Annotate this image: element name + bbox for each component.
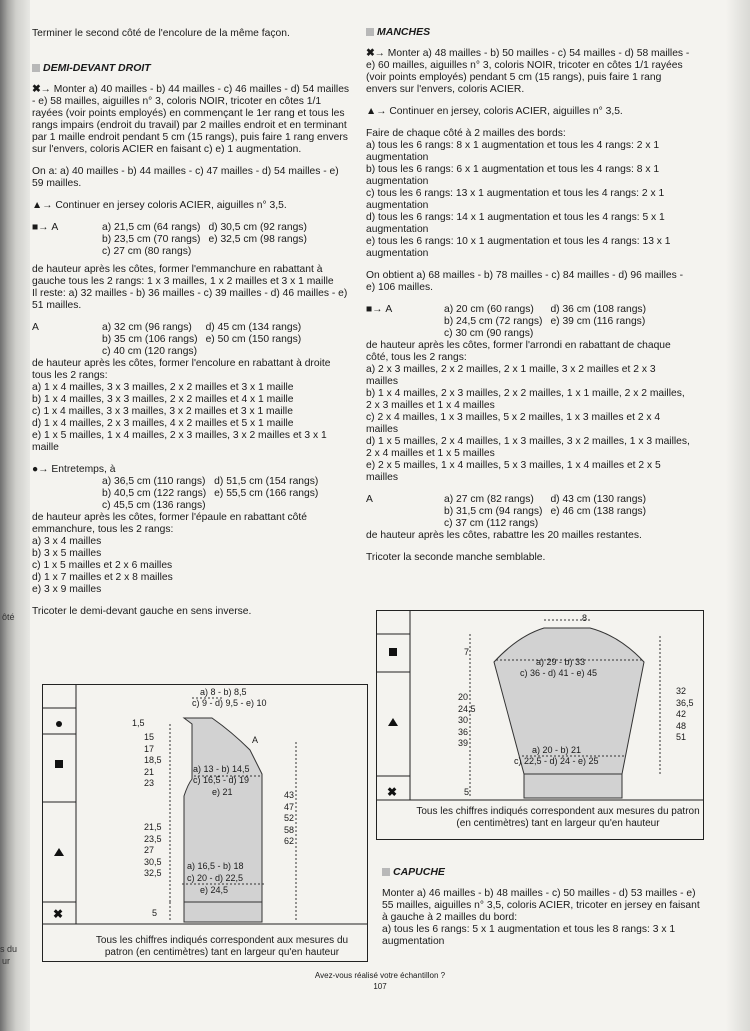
list-item: a) 2 x 3 mailles, 2 x 2 mailles, 2 x 1 maille, 3 x 2 mailles et 2 x 3 mailles bbox=[366, 364, 656, 387]
triangle-arrow-icon: ▲→ bbox=[32, 200, 56, 211]
measurement-block-a: ■→ A a) 20 cm (60 rangs) d) 36 cm (108 rangs) b) 24,5 cm (72 rangs) e) 39 cm (116 rangs) c) 30 cm (90 rangs) bbox=[366, 304, 647, 339]
sleeve-label: c) 22,5 - d) 24 - e) 25 bbox=[514, 756, 599, 766]
sleeve-label: 5 bbox=[464, 787, 470, 797]
capuche-text: Monter a) 46 mailles - b) 48 mailles - c) 50 mailles - d) 53 mailles - e) 55 mailles, aiguilles n° 3,5, coloris ACIER, tricoter en jersey en faisant à gauche à 2 mailles du bord: bbox=[382, 888, 700, 923]
section-square-icon bbox=[382, 868, 390, 876]
sleeve-caption: Tous les chiffres indiqués correspondent aux mesures du patron (en centimètres) tant en largeur qu'en hauteur bbox=[416, 806, 700, 829]
measure-row: d) 30,5 cm (92 rangs) bbox=[208, 222, 307, 233]
measure-row: c) 27 cm (80 rangs) bbox=[102, 246, 192, 257]
square-icon bbox=[389, 648, 397, 656]
front-label: 15 17 18,5 21 23 bbox=[144, 732, 162, 788]
front-label: A bbox=[252, 735, 259, 745]
inverse-text: Tricoter le demi-devant gauche en sens inverse. bbox=[32, 606, 252, 617]
triangle-icon bbox=[54, 848, 64, 856]
measure-row: a) 27 cm (82 rangs) bbox=[444, 494, 534, 505]
measure-row: e) 32,5 cm (98 rangs) bbox=[208, 234, 307, 245]
front-label: e) 21 bbox=[212, 787, 233, 797]
measure-row: c) 45,5 cm (136 rangs) bbox=[102, 500, 206, 511]
measure-row: c) 30 cm (90 rangs) bbox=[444, 328, 534, 339]
epaule-text: de hauteur après les côtes, former l'épaule en rabattant côté emmanchure, tous les 2 rangs: bbox=[32, 512, 307, 535]
front-caption: Tous les chiffres indiqués correspondent aux mesures du patron (en centimètres) tant en largeur qu'en hauteur bbox=[95, 935, 349, 958]
list-item: c) tous les 6 rangs: 13 x 1 augmentation et tous les 4 rangs: 2 x 1 augmentation bbox=[366, 188, 665, 211]
book-spine-shadow bbox=[0, 0, 30, 1031]
front-label: 5 bbox=[152, 908, 158, 918]
front-label: 21,5 23,5 27 30,5 32,5 bbox=[144, 822, 162, 878]
measure-row: a) 36,5 cm (110 rangs) bbox=[102, 476, 206, 487]
measure-row: d) 43 cm (130 rangs) bbox=[550, 494, 647, 505]
list-item: b) 1 x 4 mailles, 3 x 3 mailles, 2 x 2 mailles et 4 x 1 maille bbox=[32, 394, 294, 405]
list-item: e) tous les 6 rangs: 10 x 1 augmentation et tous les 4 rangs: 13 x 1 augmentation bbox=[366, 236, 671, 259]
emmanchure-text: de hauteur après les côtes, former l'emmanchure en rabattant à gauche tous les 2 rangs: 1 x 3 mailles, 1 x 2 mailles et 3 x 1 maille bbox=[32, 264, 334, 287]
list-item: a) 3 x 4 mailles bbox=[32, 536, 102, 547]
square-arrow-icon: ■→ bbox=[32, 222, 52, 233]
list-item: c) 1 x 4 mailles, 3 x 3 mailles, 3 x 2 mailles et 3 x 1 maille bbox=[32, 406, 293, 417]
list-item: d) tous les 6 rangs: 14 x 1 augmentation et tous les 4 rangs: 5 x 1 augmentation bbox=[366, 212, 665, 235]
sleeve-label: 8 bbox=[582, 613, 588, 623]
measure-row: b) 40,5 cm (122 rangs) bbox=[102, 488, 207, 499]
square-arrow-icon: ■→ bbox=[366, 304, 386, 315]
list-item: a) 1 x 4 mailles, 3 x 3 mailles, 2 x 2 mailles et 3 x 1 maille bbox=[32, 382, 294, 393]
list-item: d) 1 x 7 mailles et 2 x 8 mailles bbox=[32, 572, 173, 583]
dot-arrow-icon: ●→ bbox=[32, 464, 52, 475]
section-square-icon bbox=[32, 64, 40, 72]
page-number: 107 bbox=[373, 982, 387, 991]
margin-fragment: ur bbox=[2, 956, 11, 966]
right-column bbox=[366, 26, 690, 564]
measure-row: b) 31,5 cm (94 rangs) bbox=[444, 506, 543, 517]
measure-row: a) 21,5 cm (64 rangs) bbox=[102, 222, 201, 233]
list-item: b) 3 x 5 mailles bbox=[32, 548, 102, 559]
sleeve-label: 20 24,5 30 36 39 bbox=[458, 692, 476, 748]
measure-row: a) 32 cm (96 rangs) bbox=[102, 322, 192, 333]
measurement-block-b: A a) 32 cm (96 rangs) d) 45 cm (134 rangs) b) 35 cm (106 rangs) e) 50 cm (150 rangs) c) 40 cm (120 rangs) bbox=[32, 322, 302, 357]
arrondi-text: de hauteur après les côtes, former l'arrondi en rabattant de chaque côté, tous les 2 rangs: bbox=[366, 340, 671, 363]
montage-text: ✖→ Monter a) 40 mailles - b) 44 mailles - c) 46 mailles - d) 54 mailles - e) 58 mailles, aiguilles n° 3, coloris NOIR, tricoter en côtes 1/1 rayées (voir points employés) en commençant le 1er rang et tous les rangs impairs (endroit du travail) par 2 mailles endroit et en terminant par 1 maille endroit pendant 5 cm (15 rangs), puis faire 1 rang envers sur l'envers, coloris ACIER en faisant c) e) 1 augmentation. bbox=[32, 84, 350, 155]
section-square-icon bbox=[366, 28, 374, 36]
square-icon bbox=[55, 760, 63, 768]
continuer-text: ▲→ Continuer en jersey coloris ACIER, aiguilles n° 3,5. bbox=[32, 200, 287, 211]
cross-arrow-icon: ✖→ bbox=[32, 84, 54, 95]
measure-row: e) 50 cm (150 rangs) bbox=[205, 334, 302, 345]
on-a-text: On a: a) 40 mailles - b) 44 mailles - c) 47 mailles - d) 54 mailles - e) 59 mailles. bbox=[32, 166, 339, 189]
measure-row: a) 20 cm (60 rangs) bbox=[444, 304, 534, 315]
cross-icon: ✖ bbox=[387, 785, 398, 799]
measure-row: c) 40 cm (120 rangs) bbox=[102, 346, 197, 357]
front-label: a) 8 - b) 8,5 bbox=[200, 687, 247, 697]
front-label: c) 20 - d) 22,5 bbox=[187, 873, 244, 883]
measure-row: e) 55,5 cm (166 rangs) bbox=[214, 488, 319, 499]
sleeve-rib bbox=[524, 774, 622, 798]
measurement-block-b: A a) 27 cm (82 rangs) d) 43 cm (130 rangs) b) 31,5 cm (94 rangs) e) 46 cm (138 rangs) c) 37 cm (112 rangs) bbox=[366, 494, 647, 529]
cross-icon: ✖ bbox=[53, 907, 64, 921]
sleeve-label: a) 29 - b) 33 bbox=[536, 657, 586, 667]
rabattre-text: de hauteur après les côtes, rabattre les 20 mailles restantes. bbox=[366, 530, 642, 541]
measure-row: b) 23,5 cm (70 rangs) bbox=[102, 234, 201, 245]
cross-arrow-icon: ✖→ bbox=[366, 48, 388, 59]
list-item: a) tous les 6 rangs: 8 x 1 augmentation et tous les 4 rangs: 2 x 1 augmentation bbox=[366, 140, 660, 163]
front-label: c) 9 - d) 9,5 - e) 10 bbox=[192, 698, 267, 708]
list-item: c) 2 x 4 mailles, 1 x 3 mailles, 5 x 2 mailles, 1 x 3 mailles et 2 x 4 mailles bbox=[366, 412, 661, 435]
montage-text: ✖→ Monter a) 48 mailles - b) 50 mailles - c) 54 mailles - d) 58 mailles - e) 60 mailles, aiguilles n° 3, coloris NOIR, tricoter en côtes 1/1 rayées (voir points employés) pendant 5 cm (15 rangs), puis faire 1 rang envers sur l'envers, coloris ACIER. bbox=[366, 48, 690, 95]
left-column bbox=[32, 28, 350, 618]
section-title-demi-devant: DEMI-DEVANT DROIT bbox=[32, 62, 350, 74]
seconde-text: Tricoter la seconde manche semblable. bbox=[366, 552, 546, 563]
sleeve-label: a) 20 - b) 21 bbox=[532, 745, 582, 755]
list-item: e) 2 x 5 mailles, 1 x 4 mailles, 5 x 3 mailles, 1 x 4 mailles et 2 x 5 mailles bbox=[366, 460, 661, 483]
sleeve-label: 32 36,5 42 48 51 bbox=[676, 686, 694, 742]
measure-row: d) 51,5 cm (154 rangs) bbox=[214, 476, 319, 487]
margin-fragment: s du bbox=[0, 944, 18, 954]
intro-text: Terminer le second côté de l'encolure de la même façon. bbox=[32, 28, 290, 39]
triangle-icon bbox=[388, 718, 398, 726]
front-diagram bbox=[42, 684, 368, 962]
measurement-block-c bbox=[32, 476, 350, 512]
front-label: c) 16,5 - d) 19 bbox=[193, 775, 250, 785]
list-item: e) 3 x 9 mailles bbox=[32, 584, 102, 595]
front-label: e) 24,5 bbox=[200, 885, 229, 895]
section-title-manches: MANCHES bbox=[366, 26, 690, 38]
list-item: d) 1 x 5 mailles, 2 x 4 mailles, 1 x 3 mailles, 3 x 2 mailles, 1 x 3 mailles, 2 x 4 mailles et 1 x 5 mailles bbox=[366, 436, 690, 459]
triangle-arrow-icon: ▲→ bbox=[366, 106, 390, 117]
measure-row: e) 46 cm (138 rangs) bbox=[550, 506, 647, 517]
measure-row: e) 39 cm (116 rangs) bbox=[550, 316, 646, 327]
measure-row: b) 35 cm (106 rangs) bbox=[102, 334, 198, 345]
sleeve-label: 7 bbox=[464, 647, 470, 657]
obtient-text: On obtient a) 68 mailles - b) 78 mailles - c) 84 mailles - d) 96 mailles - e) 106 mailles. bbox=[366, 270, 684, 293]
measure-row: c) 37 cm (112 rangs) bbox=[444, 518, 539, 529]
front-label: a) 16,5 - b) 18 bbox=[187, 861, 244, 871]
encolure-text: de hauteur après les côtes, former l'encolure en rabattant à droite tous les 2 rangs: bbox=[32, 358, 331, 381]
measure-row: d) 36 cm (108 rangs) bbox=[550, 304, 647, 315]
capuche-section bbox=[382, 866, 706, 948]
measurement-block-a: ■→ A a) 21,5 cm (64 rangs) d) 30,5 cm (92 rangs) b) 23,5 cm (70 rangs) e) 32,5 cm (98 rangs) c) 27 cm (80 rangs) bbox=[32, 222, 307, 257]
reste-text: Il reste: a) 32 mailles - b) 36 mailles - c) 39 mailles - d) 46 mailles - e) 51 mailles. bbox=[32, 288, 348, 311]
entretemps-text: ●→ Entretemps, à bbox=[32, 464, 116, 475]
measure-row: b) 24,5 cm (72 rangs) bbox=[444, 316, 543, 327]
page-edge bbox=[726, 0, 750, 1031]
measure-row: d) 45 cm (134 rangs) bbox=[205, 322, 302, 333]
sleeve-label: c) 36 - d) 41 - e) 45 bbox=[520, 668, 598, 678]
list-item: d) 1 x 4 mailles, 2 x 3 mailles, 4 x 2 mailles et 5 x 1 maille bbox=[32, 418, 294, 429]
front-label: 1,5 bbox=[132, 718, 145, 728]
margin-fragment: ôté bbox=[2, 612, 15, 622]
capuche-line: a) tous les 6 rangs: 5 x 1 augmentation et tous les 8 rangs: 3 x 1 augmentation bbox=[382, 924, 676, 947]
list-item: b) tous les 6 rangs: 6 x 1 augmentation et tous les 4 rangs: 8 x 1 augmentation bbox=[366, 164, 660, 187]
section-title-capuche: CAPUCHE bbox=[382, 866, 706, 878]
footer-question: Avez-vous réalisé votre échantillon ? bbox=[314, 971, 446, 980]
list-item: b) 1 x 4 mailles, 2 x 3 mailles, 2 x 2 mailles, 1 x 1 maille, 2 x 2 mailles, 2 x 3 mailles et 1 x 4 mailles bbox=[366, 388, 685, 411]
front-label: 43 47 52 58 62 bbox=[284, 790, 295, 846]
list-item: c) 1 x 5 mailles et 2 x 6 mailles bbox=[32, 560, 173, 571]
front-label: a) 13 - b) 14,5 bbox=[193, 764, 250, 774]
faire-text: Faire de chaque côté à 2 mailles des bords: bbox=[366, 128, 566, 139]
list-item: e) 1 x 5 mailles, 1 x 4 mailles, 2 x 3 mailles, 3 x 2 mailles et 3 x 1 maille bbox=[32, 430, 327, 453]
dot-icon bbox=[56, 721, 62, 727]
continuer-text: ▲→ Continuer en jersey, coloris ACIER, aiguilles n° 3,5. bbox=[366, 106, 623, 117]
